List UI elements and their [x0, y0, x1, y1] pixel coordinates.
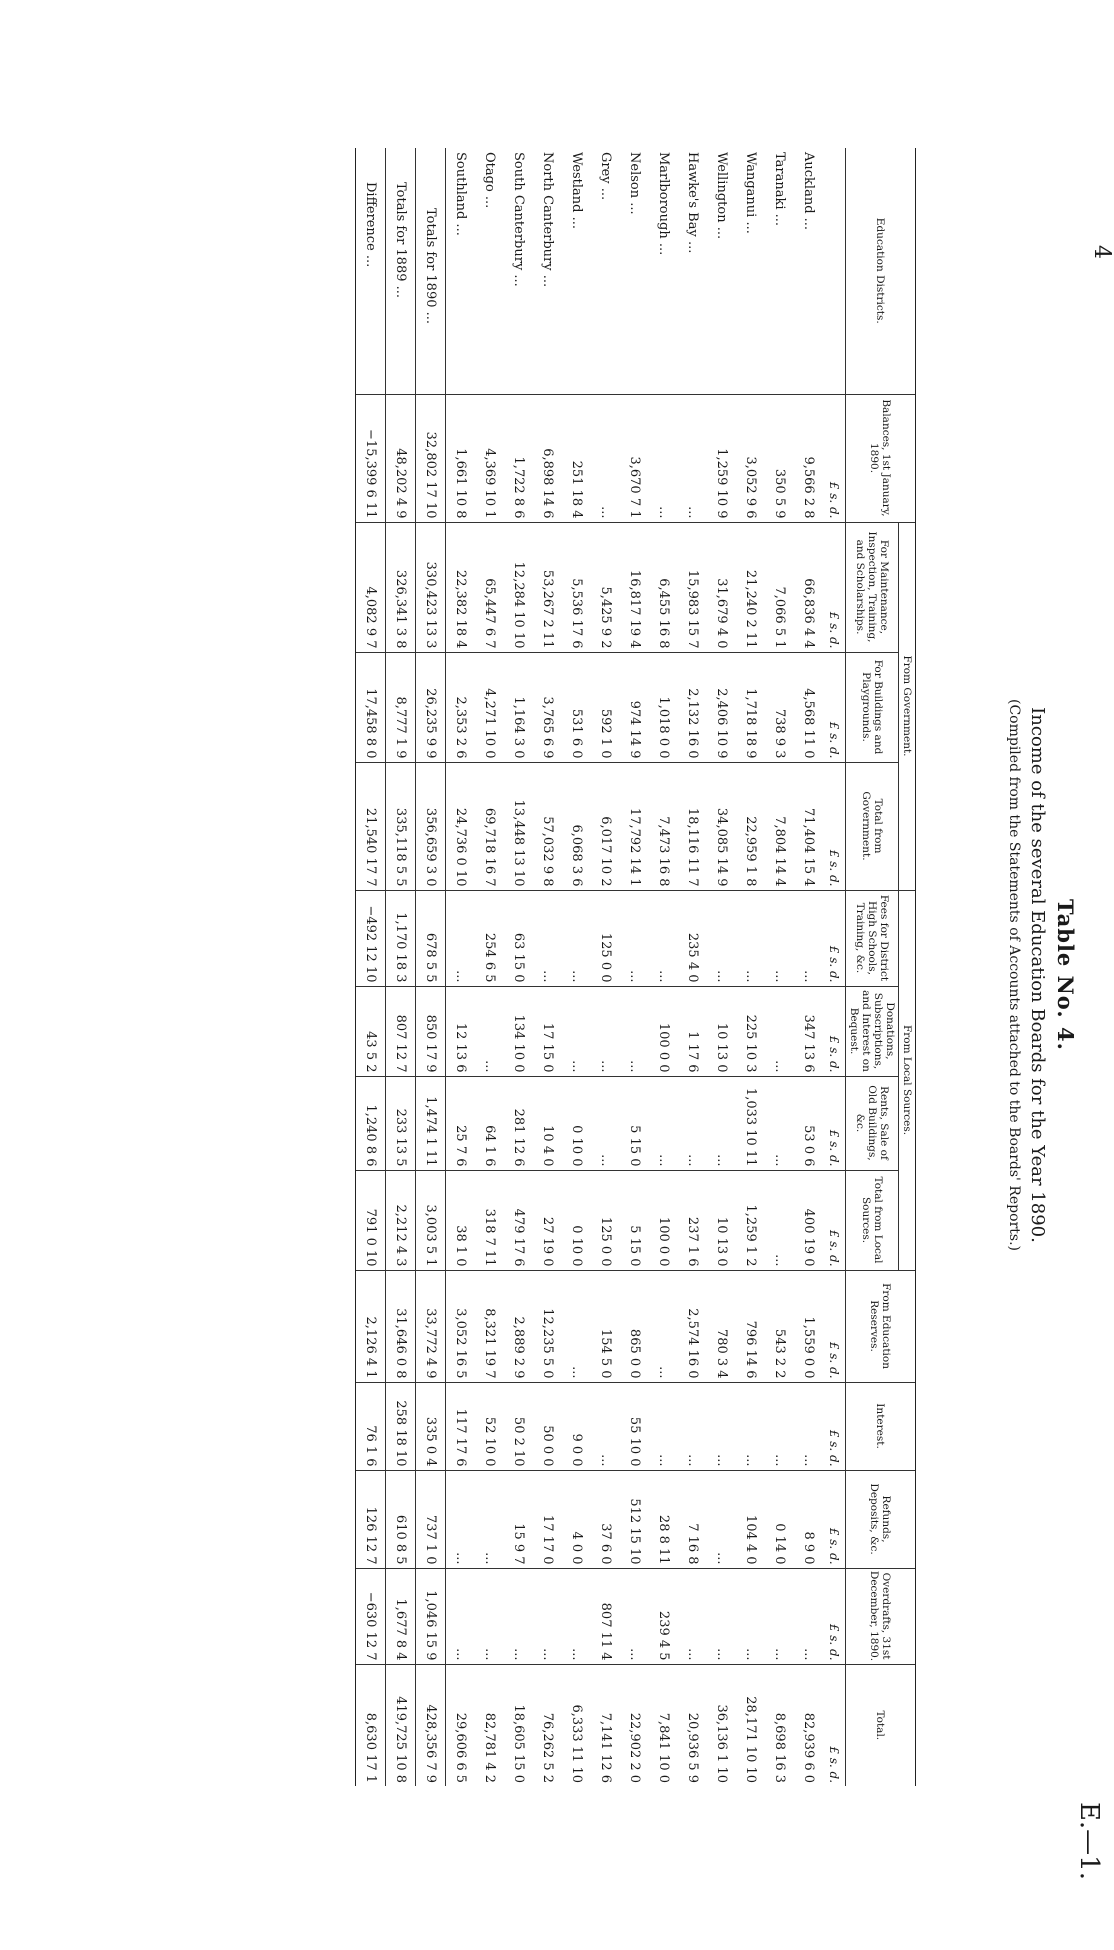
cell-total-local: 27 19 0: [533, 1170, 562, 1270]
cell-reserves: 33,772 4 9: [415, 1270, 445, 1382]
table-row: [475, 148, 504, 1786]
cell-buildings: 531 6 0: [562, 652, 591, 762]
header-rents: Rents, Sale of Old Buildings, &c.: [845, 1076, 898, 1170]
cell-total-local: 318 7 11: [475, 1170, 504, 1270]
cell-fees: ...: [533, 890, 562, 986]
cell-overdrafts: 1,677 8 4: [385, 1568, 415, 1664]
cell-balances: 6,898 14 6: [533, 394, 562, 522]
header-buildings: For Buildings and Playgrounds.: [845, 652, 898, 762]
cell-reserves: ...: [649, 1270, 678, 1382]
cell-overdrafts: 807 11 4: [591, 1568, 620, 1664]
cell-maintenance: 5,425 9 2: [591, 522, 620, 652]
cell-overdrafts: 1,046 15 9: [415, 1568, 445, 1664]
cell-balances: 3,670 7 1: [620, 394, 649, 522]
cell-buildings: 26,235 9 9: [415, 652, 445, 762]
header-refunds: Refunds, Deposits, &c.: [845, 1470, 915, 1568]
cell-buildings: 2,353 2 6: [445, 652, 475, 762]
table-row: [533, 148, 562, 1786]
cell-total: 29,606 6 5: [445, 1664, 475, 1786]
cell-maintenance: 6,455 16 8: [649, 522, 678, 652]
cell-total-gov: 22,959 1 8: [736, 762, 765, 890]
cell-balances: 251 18 4: [562, 394, 591, 522]
table-row: [562, 148, 591, 1786]
cell-refunds: 0 14 0: [765, 1470, 794, 1568]
cell-total-gov: 6,017 10 2: [591, 762, 620, 890]
cell-refunds: 104 4 0: [736, 1470, 765, 1568]
cell-total: 7,841 10 0: [649, 1664, 678, 1786]
header-fees: Fees for District High Schools, Training, &c.: [845, 890, 898, 986]
cell-interest: ...: [765, 1382, 794, 1470]
cell-overdrafts: ...: [736, 1568, 765, 1664]
cell-rents: ...: [591, 1076, 620, 1170]
cell-fees: ...: [707, 890, 736, 986]
cell-buildings: 2,132 16 0: [678, 652, 707, 762]
cell-total: 76,262 5 2: [533, 1664, 562, 1786]
header-balances: Balances, 1st January, 1890.: [845, 394, 915, 522]
table-row: [678, 148, 707, 1786]
cell-interest: 52 10 0: [475, 1382, 504, 1470]
cell-total-gov: 13,448 13 10: [504, 762, 533, 890]
cell-buildings: 1,018 0 0: [649, 652, 678, 762]
cell-total: 36,136 1 10: [707, 1664, 736, 1786]
cell-interest: 55 10 0: [620, 1382, 649, 1470]
cell-refunds: 126 12 7: [355, 1470, 385, 1568]
cell-overdrafts: ...: [620, 1568, 649, 1664]
cell-donations: ...: [765, 986, 794, 1076]
cell-balances: 350 5 9: [765, 394, 794, 522]
cell-refunds: 7 16 8: [678, 1470, 707, 1568]
cell-rents: 64 1 6: [475, 1076, 504, 1170]
cell-total-local: 5 15 0: [620, 1170, 649, 1270]
totals-row: [385, 148, 415, 1786]
cell-interest: ...: [649, 1382, 678, 1470]
cell-balances: −15,399 6 11: [355, 394, 385, 522]
cell-rents: ...: [649, 1076, 678, 1170]
cell-fees: ...: [765, 890, 794, 986]
cell-overdrafts: ...: [794, 1568, 823, 1664]
cell-interest: ...: [591, 1382, 620, 1470]
cell-total: 6,333 11 10: [562, 1664, 591, 1786]
cell-interest: 117 17 6: [445, 1382, 475, 1470]
cell-total-gov: 356,659 3 0: [415, 762, 445, 890]
cell-total: 7,141 12 6: [591, 1664, 620, 1786]
cell-total-local: 791 0 10: [355, 1170, 385, 1270]
cell-total-gov: 69,718 16 7: [475, 762, 504, 890]
cell-balances: 1,722 8 6: [504, 394, 533, 522]
cell-overdrafts: ...: [445, 1568, 475, 1664]
cell-overdrafts: ...: [707, 1568, 736, 1664]
cell-maintenance: 326,341 3 8: [385, 522, 415, 652]
cell-total-local: 400 19 0: [794, 1170, 823, 1270]
cell-total-gov: 21,540 17 7: [355, 762, 385, 890]
cell-donations: 850 17 9: [415, 986, 445, 1076]
district-name: Otago ...: [481, 152, 497, 209]
cell-refunds: 8 9 0: [794, 1470, 823, 1568]
table-title: Table No. 4.: [1053, 899, 1078, 1051]
cell-total-gov: 18,116 11 7: [678, 762, 707, 890]
cell-maintenance: 22,382 18 4: [445, 522, 475, 652]
cell-total-local: 3,003 5 1: [415, 1170, 445, 1270]
cell-rents: 233 13 5: [385, 1076, 415, 1170]
cell-interest: 76 1 6: [355, 1382, 385, 1470]
cell-total-gov: 7,804 14 4: [765, 762, 794, 890]
unit-label: £ s. d.: [823, 394, 846, 522]
unit-label: £ s. d.: [823, 762, 846, 890]
cell-donations: ...: [620, 986, 649, 1076]
district-name: North Canterbury ...: [539, 152, 555, 288]
cell-total: 428,356 7 9: [415, 1664, 445, 1786]
cell-maintenance: 16,817 19 4: [620, 522, 649, 652]
cell-overdrafts: ...: [475, 1568, 504, 1664]
cell-reserves: 865 0 0: [620, 1270, 649, 1382]
district-name: Southland ...: [452, 152, 468, 236]
cell-total-local: 100 0 0: [649, 1170, 678, 1270]
district-name: Hawke's Bay ...: [684, 152, 700, 254]
cell-reserves: 2,574 16 0: [678, 1270, 707, 1382]
cell-fees: ...: [794, 890, 823, 986]
cell-refunds: 17 17 0: [533, 1470, 562, 1568]
cell-interest: 9 0 0: [562, 1382, 591, 1470]
cell-donations: 12 13 6: [445, 986, 475, 1076]
cell-total: 20,936 5 9: [678, 1664, 707, 1786]
cell-fees: ...: [736, 890, 765, 986]
cell-interest: ...: [678, 1382, 707, 1470]
cell-refunds: 37 6 0: [591, 1470, 620, 1568]
cell-total: 22,902 2 0: [620, 1664, 649, 1786]
table-note: (Compiled from the Statements of Accounts attached to the Boards' Reports.): [1006, 698, 1022, 1251]
difference-row: [355, 148, 385, 1786]
cell-fees: −492 12 10: [355, 890, 385, 986]
unit-label: £ s. d.: [823, 1382, 846, 1470]
income-table: [355, 148, 916, 1786]
unit-label: £ s. d.: [823, 652, 846, 762]
cell-reserves: 12,235 5 0: [533, 1270, 562, 1382]
cell-total: 8,698 16 3: [765, 1664, 794, 1786]
cell-rents: 53 0 6: [794, 1076, 823, 1170]
cell-interest: 50 0 0: [533, 1382, 562, 1470]
cell-donations: 347 13 6: [794, 986, 823, 1076]
cell-donations: ...: [475, 986, 504, 1076]
district-name: Taranaki ...: [771, 152, 787, 227]
unit-label: £ s. d.: [823, 1568, 846, 1664]
unit-label: £ s. d.: [823, 1664, 846, 1786]
cell-reserves: 2,126 4 1: [355, 1270, 385, 1382]
table-row: [649, 148, 678, 1786]
cell-maintenance: 4,082 9 7: [355, 522, 385, 652]
cell-donations: ...: [562, 986, 591, 1076]
cell-donations: 10 13 0: [707, 986, 736, 1076]
district-name: Westland ...: [568, 152, 584, 230]
cell-total: 419,725 10 8: [385, 1664, 415, 1786]
cell-fees: ...: [562, 890, 591, 986]
cell-rents: ...: [707, 1076, 736, 1170]
cell-total-local: 2,212 4 3: [385, 1170, 415, 1270]
district-name: Wanganui ...: [742, 152, 758, 234]
cell-balances: 9,566 2 8: [794, 394, 823, 522]
cell-rents: 25 7 6: [445, 1076, 475, 1170]
district-name: Auckland ...: [800, 152, 816, 231]
cell-overdrafts: ...: [765, 1568, 794, 1664]
cell-overdrafts: ...: [678, 1568, 707, 1664]
cell-overdrafts: ...: [562, 1568, 591, 1664]
cell-total: 18,605 15 0: [504, 1664, 533, 1786]
cell-rents: 1,240 8 6: [355, 1076, 385, 1170]
cell-maintenance: 5,536 17 6: [562, 522, 591, 652]
cell-rents: 1,474 1 11: [415, 1076, 445, 1170]
units-spacer: [823, 148, 846, 394]
cell-total-gov: 57,032 9 8: [533, 762, 562, 890]
cell-buildings: 1,164 3 0: [504, 652, 533, 762]
cell-reserves: 1,559 0 0: [794, 1270, 823, 1382]
cell-rents: ...: [765, 1076, 794, 1170]
cell-balances: ...: [649, 394, 678, 522]
cell-refunds: 28 8 11: [649, 1470, 678, 1568]
cell-balances: 1,259 10 9: [707, 394, 736, 522]
cell-balances: 3,052 9 6: [736, 394, 765, 522]
cell-buildings: 974 14 9: [620, 652, 649, 762]
cell-donations: 43 5 2: [355, 986, 385, 1076]
district-name: Nelson ...: [626, 152, 642, 215]
cell-total-local: 38 1 0: [445, 1170, 475, 1270]
unit-label: £ s. d.: [823, 1270, 846, 1382]
cell-reserves: 31,646 0 8: [385, 1270, 415, 1382]
cell-buildings: 17,458 8 0: [355, 652, 385, 762]
cell-donations: 225 10 3: [736, 986, 765, 1076]
unit-label: £ s. d.: [823, 522, 846, 652]
cell-total-gov: 7,473 16 8: [649, 762, 678, 890]
table-row: [445, 148, 475, 1786]
cell-maintenance: 66,836 4 4: [794, 522, 823, 652]
cell-fees: 1,170 18 3: [385, 890, 415, 986]
cell-donations: 17 15 0: [533, 986, 562, 1076]
page-code: E.—1.: [1074, 1801, 1104, 1880]
cell-total-gov: 335,118 5 5: [385, 762, 415, 890]
cell-buildings: 8,777 1 9: [385, 652, 415, 762]
unit-label: £ s. d.: [823, 1076, 846, 1170]
cell-fees: 678 5 5: [415, 890, 445, 986]
cell-donations: 807 12 7: [385, 986, 415, 1076]
table-row: [794, 148, 823, 1786]
cell-refunds: 15 9 7: [504, 1470, 533, 1568]
district-name: South Canterbury ...: [510, 152, 526, 287]
district-name: Wellington ...: [713, 152, 729, 240]
cell-rents: ...: [678, 1076, 707, 1170]
cell-maintenance: 12,284 10 10: [504, 522, 533, 652]
cell-maintenance: 53,267 2 11: [533, 522, 562, 652]
cell-rents: 0 10 0: [562, 1076, 591, 1170]
cell-reserves: 543 2 2: [765, 1270, 794, 1382]
cell-balances: ...: [678, 394, 707, 522]
cell-refunds: 4 0 0: [562, 1470, 591, 1568]
cell-fees: 125 0 0: [591, 890, 620, 986]
cell-maintenance: 330,423 13 3: [415, 522, 445, 652]
cell-rents: 281 12 6: [504, 1076, 533, 1170]
header-maintenance: For Maintenance, Inspection, Training, and Scholarships.: [845, 522, 898, 652]
cell-donations: 134 10 0: [504, 986, 533, 1076]
unit-label: £ s. d.: [823, 1170, 846, 1270]
cell-buildings: 4,568 11 0: [794, 652, 823, 762]
units-row: [823, 148, 846, 1786]
cell-interest: 258 18 10: [385, 1382, 415, 1470]
cell-buildings: 3,765 6 9: [533, 652, 562, 762]
header-from-government: From Government.: [898, 522, 915, 890]
cell-total-local: ...: [765, 1170, 794, 1270]
cell-refunds: 610 8 5: [385, 1470, 415, 1568]
cell-buildings: 4,271 10 0: [475, 652, 504, 762]
table-subtitle: Income of the several Education Boards for the Year 1890.: [1027, 707, 1048, 1243]
cell-overdrafts: 239 4 5: [649, 1568, 678, 1664]
header-total-gov: Total from Government.: [845, 762, 898, 890]
cell-reserves: 780 3 4: [707, 1270, 736, 1382]
cell-balances: ...: [591, 394, 620, 522]
cell-refunds: ...: [445, 1470, 475, 1568]
cell-reserves: ...: [562, 1270, 591, 1382]
cell-fees: ...: [445, 890, 475, 986]
cell-buildings: 2,406 10 9: [707, 652, 736, 762]
cell-refunds: ...: [475, 1470, 504, 1568]
cell-fees: 254 6 5: [475, 890, 504, 986]
unit-label: £ s. d.: [823, 986, 846, 1076]
cell-donations: ...: [591, 986, 620, 1076]
cell-interest: 335 0 4: [415, 1382, 445, 1470]
cell-refunds: 737 1 0: [415, 1470, 445, 1568]
table-row: [765, 148, 794, 1786]
unit-label: £ s. d.: [823, 890, 846, 986]
cell-maintenance: 7,066 5 1: [765, 522, 794, 652]
cell-donations: 100 0 0: [649, 986, 678, 1076]
district-name: Difference ...: [355, 148, 385, 394]
cell-reserves: 796 14 6: [736, 1270, 765, 1382]
cell-balances: 1,661 10 8: [445, 394, 475, 522]
cell-buildings: 738 9 3: [765, 652, 794, 762]
header-from-local: From Local Sources.: [898, 890, 915, 1270]
cell-reserves: 8,321 19 7: [475, 1270, 504, 1382]
district-name: Marlborough ...: [655, 152, 671, 256]
district-name: Totals for 1890 ...: [415, 148, 445, 394]
cell-interest: 50 2 10: [504, 1382, 533, 1470]
cell-reserves: 3,052 16 5: [445, 1270, 475, 1382]
unit-label: £ s. d.: [823, 1470, 846, 1568]
cell-refunds: ...: [707, 1470, 736, 1568]
district-name: Totals for 1889 ...: [385, 148, 415, 394]
cell-overdrafts: −630 12 7: [355, 1568, 385, 1664]
cell-buildings: 1,718 18 9: [736, 652, 765, 762]
cell-balances: 32,802 17 10: [415, 394, 445, 522]
cell-maintenance: 65,447 6 7: [475, 522, 504, 652]
header-total-local: Total from Local Sources.: [845, 1170, 898, 1270]
cell-total-local: 0 10 0: [562, 1170, 591, 1270]
cell-total-gov: 6,068 3 6: [562, 762, 591, 890]
cell-total: 8,630 17 1: [355, 1664, 385, 1786]
table-row: [707, 148, 736, 1786]
cell-total: 82,939 6 0: [794, 1664, 823, 1786]
cell-interest: ...: [736, 1382, 765, 1470]
header-total: Total.: [845, 1664, 915, 1786]
cell-total-gov: 24,736 0 10: [445, 762, 475, 890]
cell-overdrafts: ...: [504, 1568, 533, 1664]
header-donations: Donations, Subscriptions, and Interest on Bequest.: [845, 986, 898, 1076]
cell-maintenance: 21,240 2 11: [736, 522, 765, 652]
header-overdrafts: Overdrafts, 31st December, 1890.: [845, 1568, 915, 1664]
cell-total: 82,781 4 2: [475, 1664, 504, 1786]
table-body: [355, 148, 845, 1786]
cell-fees: ...: [649, 890, 678, 986]
district-name: Grey ...: [597, 152, 613, 201]
cell-total-local: 1,259 1 2: [736, 1170, 765, 1270]
cell-interest: ...: [707, 1382, 736, 1470]
cell-maintenance: 15,983 15 7: [678, 522, 707, 652]
header-interest: Interest.: [845, 1382, 915, 1470]
cell-refunds: 512 15 10: [620, 1470, 649, 1568]
table-row: [591, 148, 620, 1786]
cell-rents: 1,033 10 11: [736, 1076, 765, 1170]
cell-reserves: 2,889 2 9: [504, 1270, 533, 1382]
cell-total-local: 479 17 6: [504, 1170, 533, 1270]
totals-row: [415, 148, 445, 1786]
cell-fees: ...: [620, 890, 649, 986]
cell-buildings: 592 1 0: [591, 652, 620, 762]
cell-total-local: 125 0 0: [591, 1170, 620, 1270]
cell-fees: 63 15 0: [504, 890, 533, 986]
cell-rents: 5 15 0: [620, 1076, 649, 1170]
table-row: [736, 148, 765, 1786]
cell-overdrafts: ...: [533, 1568, 562, 1664]
cell-total: 28,171 10 10: [736, 1664, 765, 1786]
cell-donations: 1 17 6: [678, 986, 707, 1076]
header-district: Education Districts.: [845, 148, 915, 394]
table-row: [620, 148, 649, 1786]
cell-interest: ...: [794, 1382, 823, 1470]
header-reserves: From Education Reserves.: [845, 1270, 915, 1382]
cell-fees: 235 4 0: [678, 890, 707, 986]
cell-balances: 48,202 4 9: [385, 394, 415, 522]
cell-reserves: 154 5 0: [591, 1270, 620, 1382]
page-number: 4: [1089, 245, 1114, 259]
cell-rents: 10 4 0: [533, 1076, 562, 1170]
cell-total-gov: 17,792 14 1: [620, 762, 649, 890]
cell-maintenance: 31,679 4 0: [707, 522, 736, 652]
table-row: [504, 148, 533, 1786]
cell-balances: 4,369 10 1: [475, 394, 504, 522]
cell-total-local: 237 1 6: [678, 1170, 707, 1270]
cell-total-local: 10 13 0: [707, 1170, 736, 1270]
cell-total-gov: 71,404 15 4: [794, 762, 823, 890]
cell-total-gov: 34,085 14 9: [707, 762, 736, 890]
